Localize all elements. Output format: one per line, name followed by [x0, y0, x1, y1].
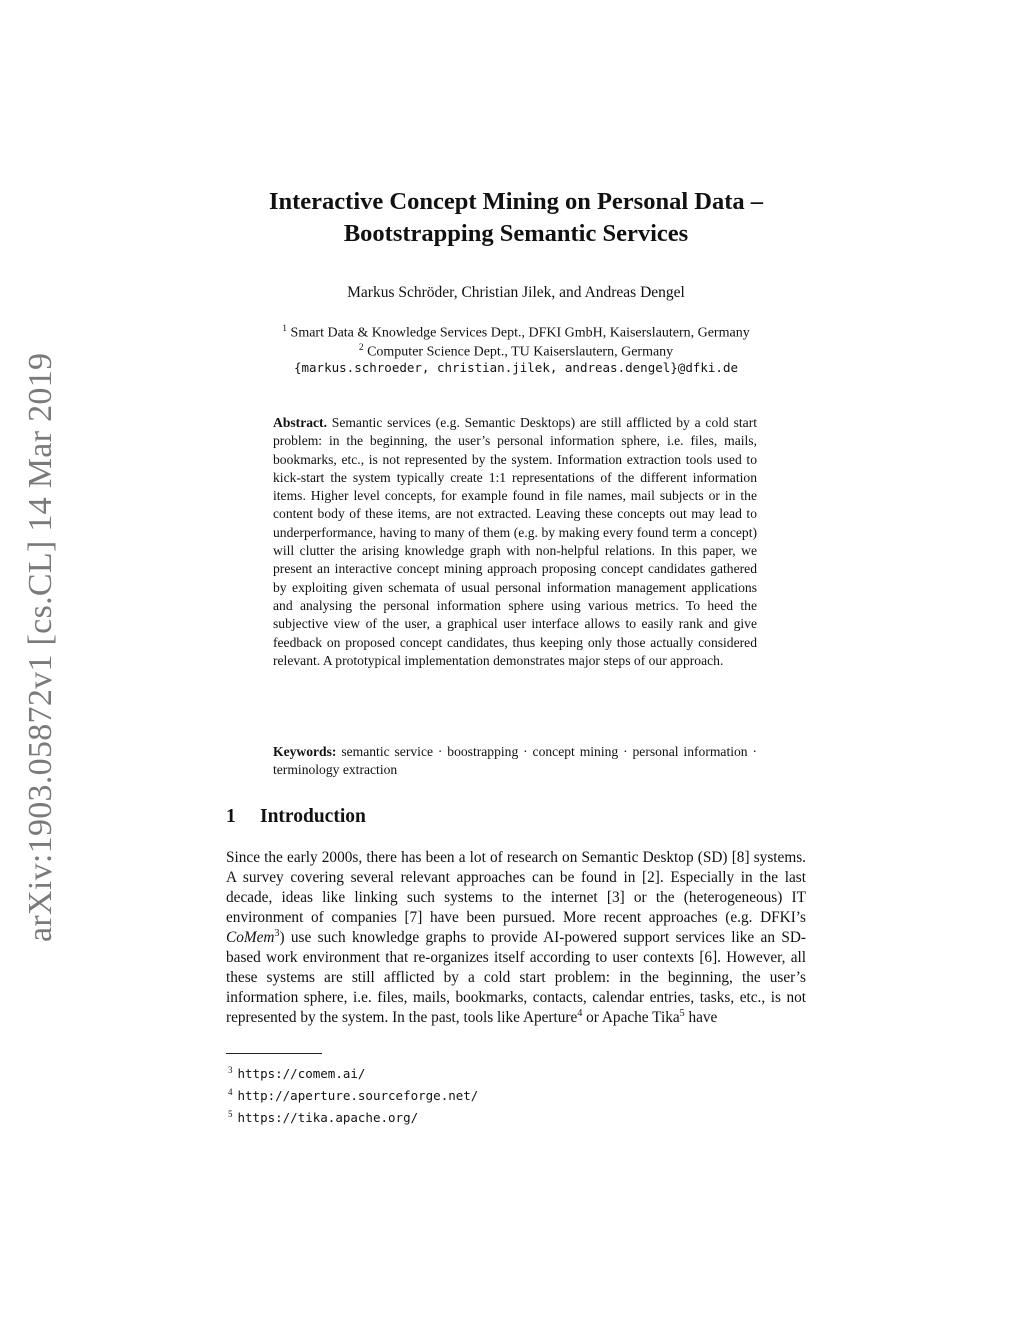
abstract	[273, 414, 757, 670]
keywords-text: semantic service · boostrapping · concept mining · personal information · terminology extraction	[273, 744, 757, 778]
title-line-1: Interactive Concept Mining on Personal Data –	[268, 188, 764, 215]
affiliation-mark: 1	[282, 324, 288, 334]
footnote-link[interactable]: https://tika.apache.org/	[237, 1110, 419, 1126]
footnote-link[interactable]: https://comem.ai/	[237, 1066, 366, 1082]
section-heading	[226, 806, 366, 828]
footnote-4	[228, 1083, 808, 1105]
affiliation-text: Computer Science Dept., TU Kaiserslautern, Germany	[367, 344, 674, 360]
paper-title	[200, 186, 832, 250]
author-list: Markus Schröder, Christian Jilek, and Andreas Dengel	[347, 284, 685, 301]
footnote-ref-4[interactable]: 4	[577, 1007, 583, 1019]
section-title: Introduction	[260, 806, 366, 827]
footnote-5	[228, 1105, 808, 1127]
author-emails	[200, 358, 832, 377]
footnote-mark: 5	[228, 1109, 233, 1120]
keywords-label: Keywords:	[273, 744, 337, 759]
paragraph-text: Since the early 2000s, there has been a lot of research on Semantic Desktop (SD) [8] systems. A survey covering several relevant approaches can be found in [2]. Especially in the last decade, ideas like linking such systems to the internet [3] or the (heterogeneous) IT environment of companies [7] have been pursued. More recent approaches (e.g. DFKI’s	[226, 849, 806, 926]
introduction-paragraph	[226, 848, 806, 1028]
arxiv-identifier-stamp: arXiv:1903.05872v1 [cs.CL] 14 Mar 2019	[22, 352, 59, 942]
title-line-2: Bootstrapping Semantic Services	[343, 220, 689, 247]
keywords	[273, 743, 757, 780]
footnote-ref-5[interactable]: 5	[679, 1007, 685, 1019]
footnote-3	[228, 1061, 808, 1083]
footnote-mark: 4	[228, 1087, 233, 1098]
paragraph-text: or Apache Tika	[582, 1009, 680, 1026]
affiliation-text: Smart Data & Knowledge Services Dept., DFKI GmbH, Kaiserslautern, Germany	[290, 325, 750, 341]
paragraph-text: ) use such knowledge graphs to provide AI-powered support services like an SD-based work environment that re-organizes itself according to user contexts [6]. However, all these systems are still afflicted by a cold start problem: in the beginning, the user’s information sphere, i.e. files, mails, bookmarks, contacts, calendar entries, tasks, etc., is not represented by the system. In the past, tools like Aperture	[226, 929, 806, 1026]
abstract-text: Semantic services (e.g. Semantic Desktops) are still afflicted by a cold start problem: in the beginning, the user’s personal information sphere, i.e. files, mails, bookmarks, etc., is not represented by the system. Information extraction tools used to kick-start the system typically create 1:1 representations of the different information items. Higher level concepts, for example found in file names, mail subjects or in the content body of these items, are not extracted. Leaving these concepts out may lead to underperformance, having to many of them (e.g. by making every found term a concept) will clutter the arising knowledge graph with non-helpful relations. In this paper, we present an interactive concept mining approach proposing concept candidates gathered by exploiting given schemata of usual personal information management applications and analysing the personal information sphere using various metrics. To heed the subjective view of the user, a graphical user interface allows to easily rank and give feedback on proposed concept candidates, thus keeping only those actually considered relevant. A prototypical implementation demonstrates major steps of our approach.	[273, 415, 757, 668]
abstract-label: Abstract.	[273, 415, 327, 430]
footnote-ref-3[interactable]: 3	[274, 927, 280, 939]
section-number: 1	[226, 806, 236, 827]
footnotes	[228, 1061, 808, 1127]
comem-name: CoMem	[226, 929, 275, 946]
paragraph-text: have	[684, 1009, 718, 1026]
footnote-mark: 3	[228, 1065, 233, 1075]
email-list: {markus.schroeder, christian.jilek, andreas.dengel}@dfki.de	[293, 360, 738, 375]
footnote-divider	[226, 1053, 322, 1054]
footnote-link[interactable]: http://aperture.sourceforge.net/	[237, 1088, 479, 1104]
affiliation-mark: 2	[358, 343, 364, 353]
